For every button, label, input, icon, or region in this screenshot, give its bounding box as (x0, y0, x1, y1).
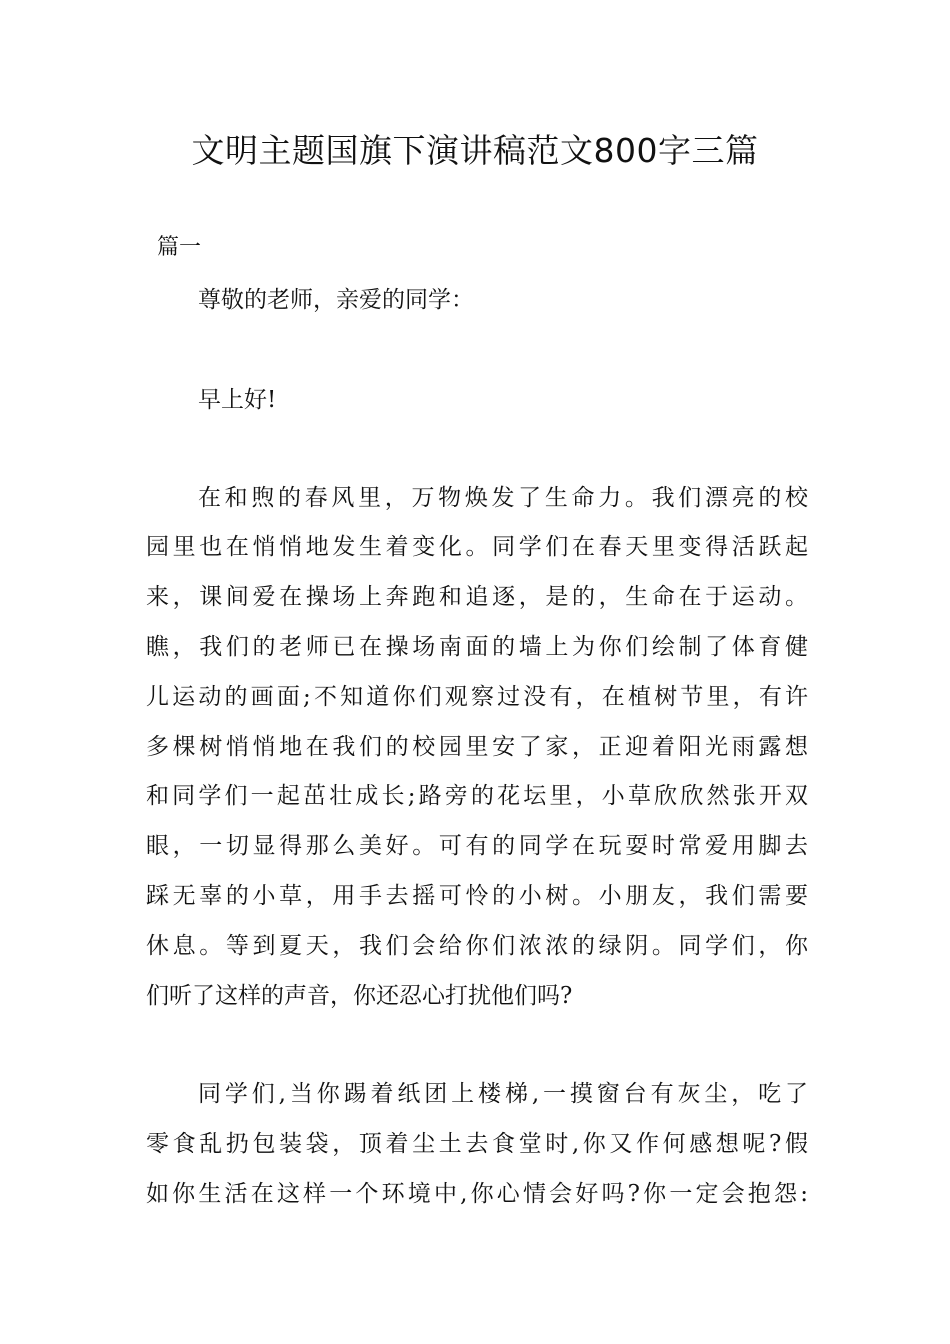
paragraph-1-line: 和同学们一起茁壮成长;路旁的花坛里，小草欣欣然张开双 (146, 783, 808, 809)
paragraph-1-line: 眼，一切显得那么美好。可有的同学在玩耍时常爱用脚去 (146, 833, 808, 859)
paragraph-2-line: 如你生活在这样一个环境中,你心情会好吗?你一定会抱怨: (146, 1181, 808, 1207)
paragraph-1-line: 在和煦的春风里，万物焕发了生命力。我们漂亮的校 (198, 485, 808, 511)
paragraph-1-line: 们听了这样的声音，你还忍心打扰他们吗? (146, 983, 573, 1009)
paragraph-1-line: 园里也在悄悄地发生着变化。同学们在春天里变得活跃起 (146, 534, 808, 560)
paragraph-2-line: 零食乱扔包装袋，顶着尘土去食堂时,你又作何感想呢?假 (146, 1131, 808, 1157)
paragraph-2-line: 同学们,当你踢着纸团上楼梯,一摸窗台有灰尘，吃了 (198, 1081, 808, 1107)
document-title: 文明主题国旗下演讲稿范文800字三篇 (191, 131, 759, 170)
greeting: 早上好! (198, 387, 277, 413)
paragraph-1-line: 多棵树悄悄地在我们的校园里安了家，正迎着阳光雨露想 (146, 734, 808, 760)
paragraph-1-line: 来，课间爱在操场上奔跑和追逐，是的，生命在于运动。 (146, 584, 808, 610)
paragraph-1-line: 踩无辜的小草，用手去摇可怜的小树。小朋友，我们需要 (146, 883, 808, 909)
paragraph-1-line: 儿运动的画面;不知道你们观察过没有，在植树节里，有许 (146, 684, 808, 710)
salutation: 尊敬的老师，亲爱的同学： (198, 287, 474, 313)
paragraph-1-line: 瞧，我们的老师已在操场南面的墙上为你们绘制了体育健 (146, 634, 808, 660)
section-heading: 篇一 (157, 235, 202, 260)
paragraph-1-line: 休息。等到夏天，我们会给你们浓浓的绿阴。同学们，你 (146, 933, 808, 959)
